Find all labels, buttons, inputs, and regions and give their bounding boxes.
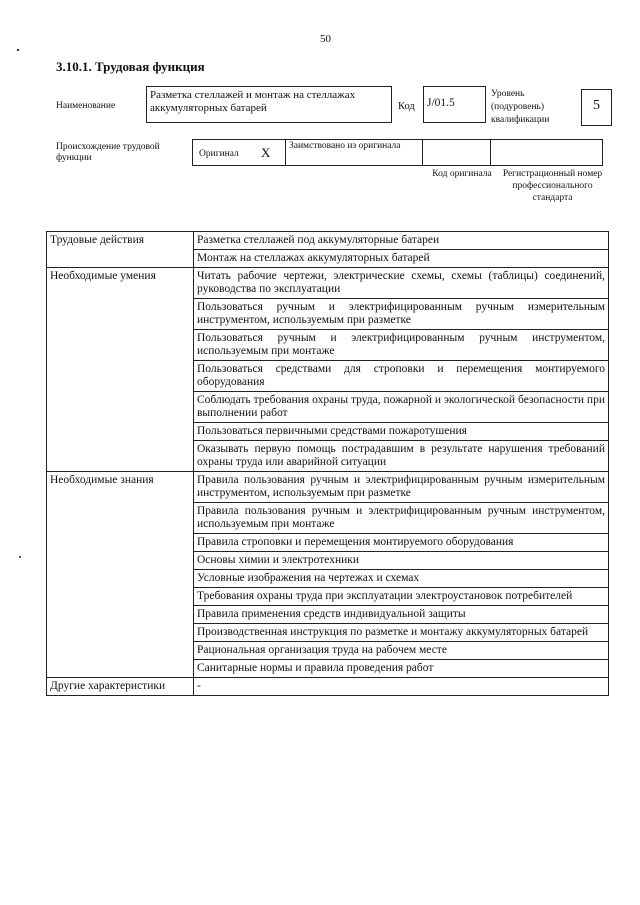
name-value-box: Разметка стеллажей и монтаж на стеллажах аккумуляторных батарей <box>146 86 392 123</box>
borrowed-cell: Заимствовано из оригинала <box>285 139 423 166</box>
item-cell: Правила применения средств индивидуальной защиты <box>194 606 609 624</box>
table-row <box>47 268 609 299</box>
item-cell: Оказывать первую помощь пострадавшим в результате нарушения требований охраны труда или аварийной ситуации <box>194 441 609 472</box>
item-cell: Рациональная организация труда на рабочем месте <box>194 642 609 660</box>
item-cell: Санитарные нормы и правила проведения работ <box>194 660 609 678</box>
registration-number-caption: Регистрационный номер профессионального стандарта <box>502 169 603 203</box>
section-heading-cell: Трудовые действия <box>47 232 194 268</box>
item-cell: - <box>194 678 609 696</box>
section-heading-cell: Необходимые умения <box>47 268 194 472</box>
qualification-level-label: Уровень (подуровень) квалификации <box>491 89 550 125</box>
item-cell: Разметка стеллажей под аккумуляторные батареи <box>194 232 609 250</box>
item-cell: Пользоваться ручным и электрифицированным ручным инструментом, используемым при монтаже <box>194 330 609 361</box>
scan-speck <box>17 49 19 51</box>
table-row <box>47 232 609 250</box>
labor-function-table <box>46 231 609 696</box>
item-cell: Правила пользования ручным и электрифицированным ручным измерительным инструментом, используемым при разметке <box>194 472 609 503</box>
code-value-box: J/01.5 <box>423 86 486 123</box>
section-heading-cell: Необходимые знания <box>47 472 194 678</box>
item-cell: Производственная инструкция по разметке и монтажу аккумуляторных батарей <box>194 624 609 642</box>
item-cell: Соблюдать требования охраны труда, пожарной и экологической безопасности при выполнении работ <box>194 392 609 423</box>
item-cell: Читать рабочие чертежи, электрические схемы, схемы (таблицы) соединений, руководства по эксплуатации <box>194 268 609 299</box>
item-cell: Пользоваться средствами для строповки и перемещения монтируемого оборудования <box>194 361 609 392</box>
table-row <box>47 678 609 696</box>
original-label: Оригинал <box>199 149 239 159</box>
item-cell: Монтаж на стеллажах аккумуляторных батарей <box>194 250 609 268</box>
original-code-caption: Код оригинала <box>432 169 492 179</box>
name-label: Наименование <box>56 101 116 111</box>
item-cell: Условные изображения на чертежах и схемах <box>194 570 609 588</box>
item-cell: Правила пользования ручным и электрифицированным ручным инструментом, используемым при монтаже <box>194 503 609 534</box>
item-cell: Основы химии и электротехники <box>194 552 609 570</box>
registration-number-cell <box>490 139 603 166</box>
table-row <box>47 472 609 503</box>
item-cell: Требования охраны труда при эксплуатации электроустановок потребителей <box>194 588 609 606</box>
item-cell: Правила строповки и перемещения монтируемого оборудования <box>194 534 609 552</box>
original-mark: X <box>261 145 271 160</box>
item-cell: Пользоваться первичными средствами пожаротушения <box>194 423 609 441</box>
original-code-cell <box>422 139 491 166</box>
code-label: Код <box>398 101 415 112</box>
scan-speck <box>19 556 21 558</box>
item-cell: Пользоваться ручным и электрифицированным ручным измерительным инструментом, используемым при разметке <box>194 299 609 330</box>
section-heading-cell: Другие характеристики <box>47 678 194 696</box>
origin-label: Происхождение трудовой функции <box>56 142 160 163</box>
original-cell <box>192 139 286 166</box>
origin-row <box>193 139 603 166</box>
qualification-level-box: 5 <box>581 89 612 126</box>
page-number: 50 <box>320 33 331 45</box>
section-title: 3.10.1. Трудовая функция <box>56 59 205 74</box>
